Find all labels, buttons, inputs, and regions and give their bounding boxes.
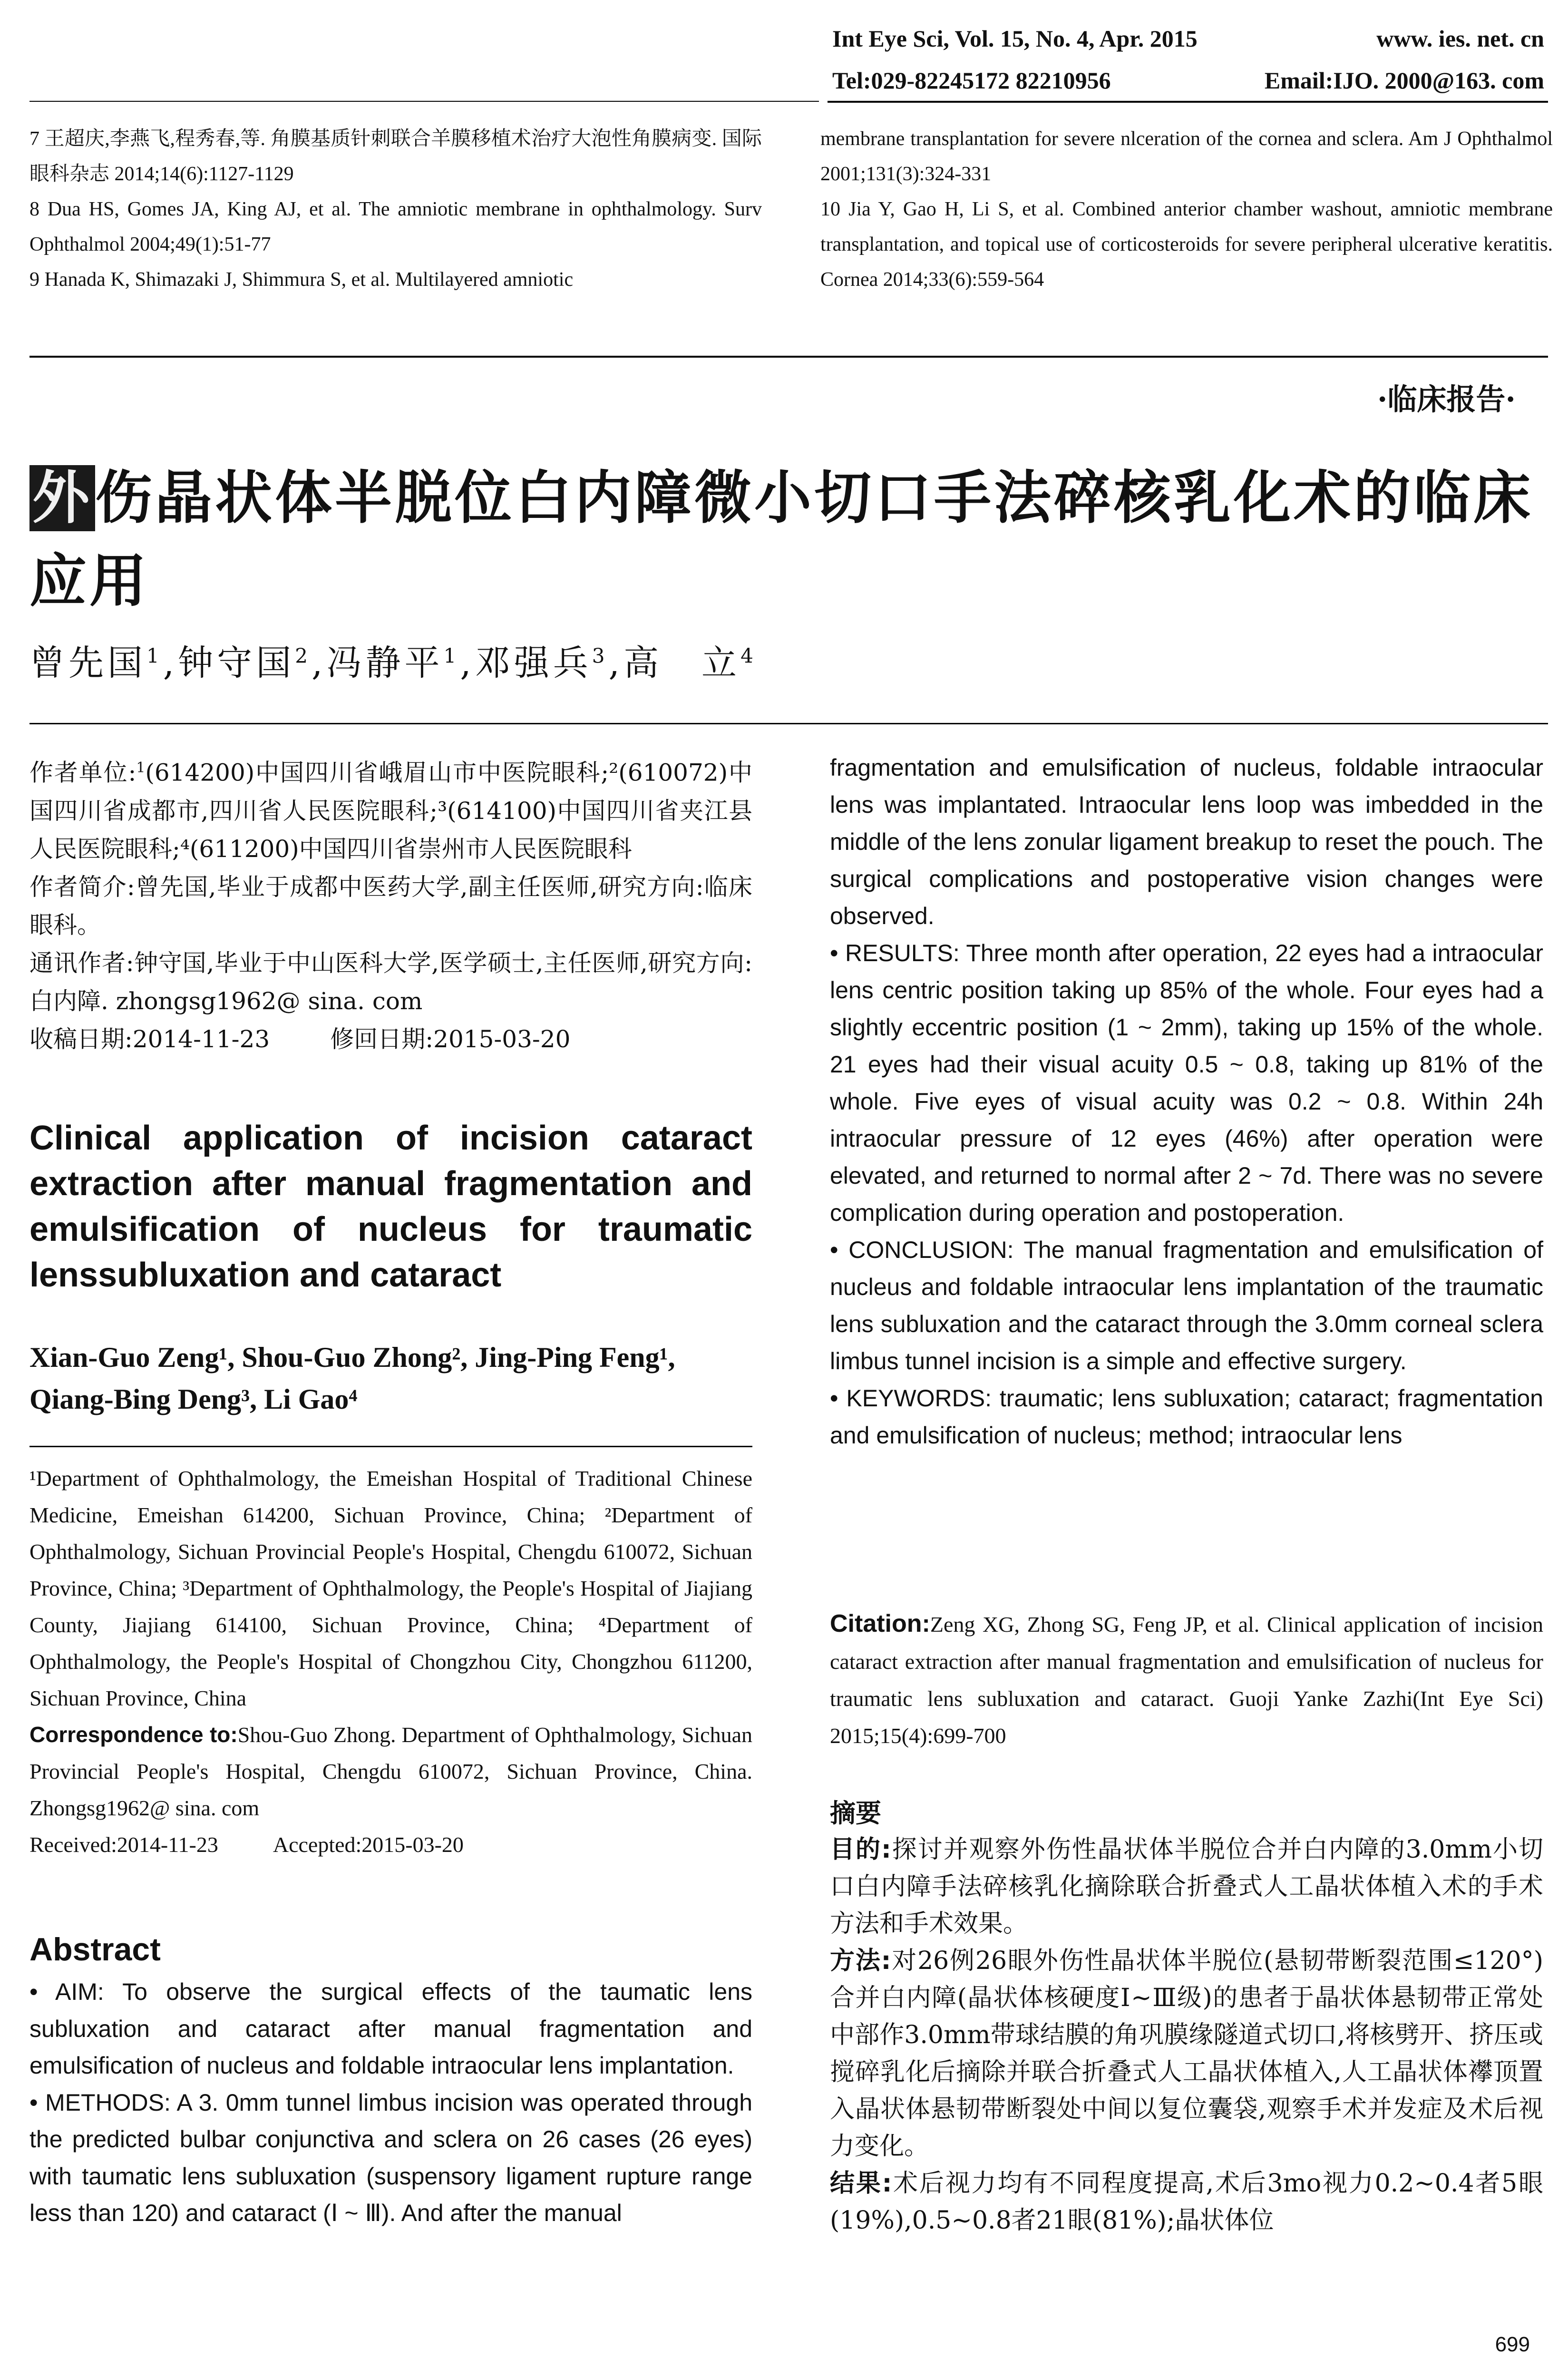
author-sup: 3 <box>592 644 609 668</box>
correspondence-label: Correspondence to: <box>29 1722 238 1747</box>
zh-results: 术后视力均有不同程度提高,术后3mo视力0.2~0.4者5眼(19%),0.5~0.8者21眼(81%);晶状体位 <box>830 2169 1543 2235</box>
authors-en: Xian-Guo Zeng¹, Shou-Guo Zhong², Jing-Ping Feng¹, Qiang-Bing Deng³, Li Gao⁴ <box>29 1342 675 1415</box>
zh-aim-label: 目的: <box>830 1835 891 1864</box>
citation-label: Citation: <box>830 1610 930 1637</box>
journal-email[interactable]: Email:IJO. 2000@163. com <box>1264 67 1544 94</box>
section-tag: ·临床报告· <box>1377 382 1516 417</box>
received-date-en: Received:2014-11-23 <box>29 1832 218 1857</box>
journal-header: Int Eye Sci, Vol. 15, No. 4, Apr. 2015 <box>832 25 1198 52</box>
affil-label: 作者单位: <box>29 759 136 787</box>
author-name: 冯静平 <box>326 643 444 683</box>
zh-methods-label: 方法: <box>830 1947 891 1975</box>
zh-results-label: 结果: <box>830 2169 892 2198</box>
reference-item: 9 Hanada K, Shimazaki J, Shimmura S, et al. Multilayered amniotic <box>29 269 574 291</box>
references-left <box>29 121 762 297</box>
header-rule-left <box>29 101 819 102</box>
abstract-zh <box>830 1831 1543 2239</box>
abstract-results: • RESULTS: Three month after operation, 22 eyes had a intraocular lens centric position taking up 85% of the whole. Four eyes had a slightly eccentric position (1 ~ 2mm), taking up 15% of the whole. 21 eyes had their visual acuity 0.5 ~ 0.8, taking up 81% of the whole. Five eyes of visual acuity was 0.2 ~ 0.8. Within 24h intraocular pressure of 12 eyes (46%) after operation were elevated, and returned to normal after 2 ~ 7d. There was no severe complication during operation and postoperation. <box>830 940 1543 1226</box>
affil-en-text: ¹Department of Ophthalmology, the Emeishan Hospital of Traditional Chinese Medicine, Emeishan 614200, Sichuan Province, China; ²Department of Ophthalmology, Sichuan Provincial People's Hospital, Chengdu 610072, Sichuan Province, China; ³Department of Ophthalmology, the People's Hospital of Jiajiang County, Jiajiang 614100, Sichuan Province, China; ⁴Department of Ophthalmology, the People's Hospital of Chongzhou City, Chongzhou 611200, Sichuan Province, China <box>29 1466 752 1710</box>
author-name: 邓强兵 <box>475 643 592 683</box>
reference-item: membrane transplantation for severe nlceration of the cornea and sclera. Am J Ophthalmol 2001;131(3):324-331 <box>820 128 1553 185</box>
author-sup: 4 <box>740 644 757 668</box>
author-name: 曾先国 <box>29 643 146 683</box>
article-title-en: Clinical application of incision cataract extraction after manual fragmentation and emulsification of nucleus for traumatic lenssubluxation and cataract <box>29 1119 752 1294</box>
reference-item: 10 Jia Y, Gao H, Li S, et al. Combined anterior chamber washout, amniotic membrane transplantation, and topical use of corticosteroids for severe peripheral ulcerative keratitis. Cornea 2014;33(6):559-564 <box>820 198 1553 291</box>
author-name: 钟守国 <box>178 643 295 683</box>
abstract-methods: • METHODS: A 3. 0mm tunnel limbus incision was operated through the predicted bulbar conjunctiva and sclera on 26 cases (26 eyes) with taumatic lens subluxation (suspensory ligament rupture range less than 120) and cataract (Ⅰ ~ Ⅲ). And after the manual <box>29 2089 752 2226</box>
authors-rule <box>29 723 1548 724</box>
correspondence-en: Shou-Guo Zhong. Department of Ophthalmology, Sichuan Provincial People's Hospital, Chengdu 610072, Sichuan Province, China. Zhongsg1962@ sina. com <box>29 1723 753 1820</box>
authors-zh: 曾先国$^1$,钟守国$^2$,冯静平$^1$,邓强兵$^3$,高 立$^4$ <box>29 643 757 683</box>
reference-item: 7 王超庆,李燕飞,程秀春,等. 角膜基质针刺联合羊膜移植术治疗大泡性角膜病变. 国际眼科杂志 2014;14(6):1127-1129 <box>29 128 762 185</box>
page-number: 699 <box>1495 2333 1530 2356</box>
author-sup: 2 <box>295 644 312 668</box>
author-sup: 1 <box>146 644 163 668</box>
header-rule <box>828 101 1548 103</box>
affil-top-rule <box>29 1446 752 1447</box>
citation-text: Zeng XG, Zhong SG, Feng JP, et al. Clinical application of incision cataract extraction after manual fragmentation and emulsification of nucleus for traumatic lens subluxation and cataract. Guoji Yanke Zazhi(Int Eye Sci) 2015;15(4):699-700 <box>830 1612 1543 1748</box>
author-bio: 作者简介:曾先国,毕业于成都中医药大学,副主任医师,研究方向:临床眼科。 <box>29 873 752 939</box>
abstract-en-right <box>830 749 1543 1454</box>
reference-item: 8 Dua HS, Gomes JA, King AJ, et al. The amniotic membrane in ophthalmology. Surv Ophthalmol 2004;49(1):51-77 <box>29 198 762 255</box>
article-title-zh <box>29 457 1542 623</box>
article-top-rule <box>29 356 1548 358</box>
revised-date-zh: 修回日期:2015-03-20 <box>330 1025 571 1053</box>
title-zh-text: 伤晶状体半脱位白内障微小切口手法碎核乳化术的临床应用 <box>29 465 1533 614</box>
accepted-date-en: Accepted:2015-03-20 <box>273 1832 464 1857</box>
abstract-methods-cont: fragmentation and emulsification of nucleus, foldable intraocular lens was implantated. Intraocular lens loop was imbedded in the middle of the lens zonular ligament breakup to reset the pouch. The surgical complications and postoperative vision changes were observed. <box>830 754 1543 929</box>
zh-methods: 对26例26眼外伤性晶状体半脱位(悬韧带断裂范围≤120°)合并白内障(晶状体核硬度Ⅰ~Ⅲ级)的患者于晶状体悬韧带正常处中部作3.0mm带球结膜的角巩膜缘隧道式切口,将核劈开、挤压或搅碎乳化后摘除并联合折叠式人工晶状体植入,人工晶状体襻顶置入晶状体悬韧带断裂处中间以复位囊袋,观察手术并发症及术后视力变化。 <box>830 1947 1544 2161</box>
citation <box>830 1605 1543 1754</box>
author-name: 高 立 <box>623 643 741 683</box>
affil-units: (614200)中国四川省峨眉山市中医院眼科;²(610072)中国四川省成都市,四川省人民医院眼科;³(614100)中国四川省夹江县人民医院眼科;⁴(611200)中国四川省崇州市人民医院眼科 <box>29 759 752 863</box>
abstract-zh-heading: 摘要 <box>830 1798 881 1828</box>
abstract-aim: • AIM: To observe the surgical effects of the taumatic lens subluxation and cataract after manual fragmentation and emulsification of nucleus and foldable intraocular lens implantation. <box>29 1978 752 2079</box>
abstract-keywords: • KEYWORDS: traumatic; lens subluxation; cataract; fragmentation and emulsification of nucleus; method; intraocular lens <box>830 1385 1543 1449</box>
abstract-conclusion: • CONCLUSION: The manual fragmentation and emulsification of nucleus and foldable intraocular lens implantation of the traumatic lens subluxation and the cataract through the 3.0mm corneal sclera limbus tunnel incision is a simple and effective surgery. <box>830 1237 1543 1374</box>
affiliations-zh: 作者单位:$^1$(614200)中国四川省峨眉山市中医院眼科;²(610072)中国四川省成都市,四川省人民医院眼科;³(614100)中国四川省夹江县人民医院眼科;⁴(611200)中国四川省崇州市人民医院眼科 作者简介:曾先国,毕业于成都中医药大学,副主任医师,研究方向:临床眼科。 通讯作者:钟守国,毕业于中山医科大学,医学硕士,主任医师,研究方向:白内障. zhongsg1962@ sina. com 收稿日期:2014-11-23 修回日期:2015-03-20 <box>29 759 752 1053</box>
received-date-zh: 收稿日期:2014-11-23 <box>29 1025 270 1053</box>
references-right <box>820 121 1553 297</box>
journal-tel: Tel:029-82245172 82210956 <box>832 67 1111 94</box>
abstract-en-left <box>29 1974 752 2232</box>
author-sup: 1 <box>443 644 460 668</box>
title-highlight-char: 外 <box>29 465 95 531</box>
correspondence-zh: 通讯作者:钟守国,毕业于中山医科大学,医学硕士,主任医师,研究方向:白内障. zhongsg1962@ sina. com <box>29 949 752 1015</box>
affiliations-en <box>29 1460 752 1863</box>
zh-aim: 探讨并观察外伤性晶状体半脱位合并白内障的3.0mm小切口白内障手法碎核乳化摘除联合折叠式人工晶状体植入术的手术方法和手术效果。 <box>830 1835 1543 1938</box>
journal-website[interactable]: www. ies. net. cn <box>1376 25 1544 52</box>
abstract-heading: Abstract <box>29 1931 161 1968</box>
